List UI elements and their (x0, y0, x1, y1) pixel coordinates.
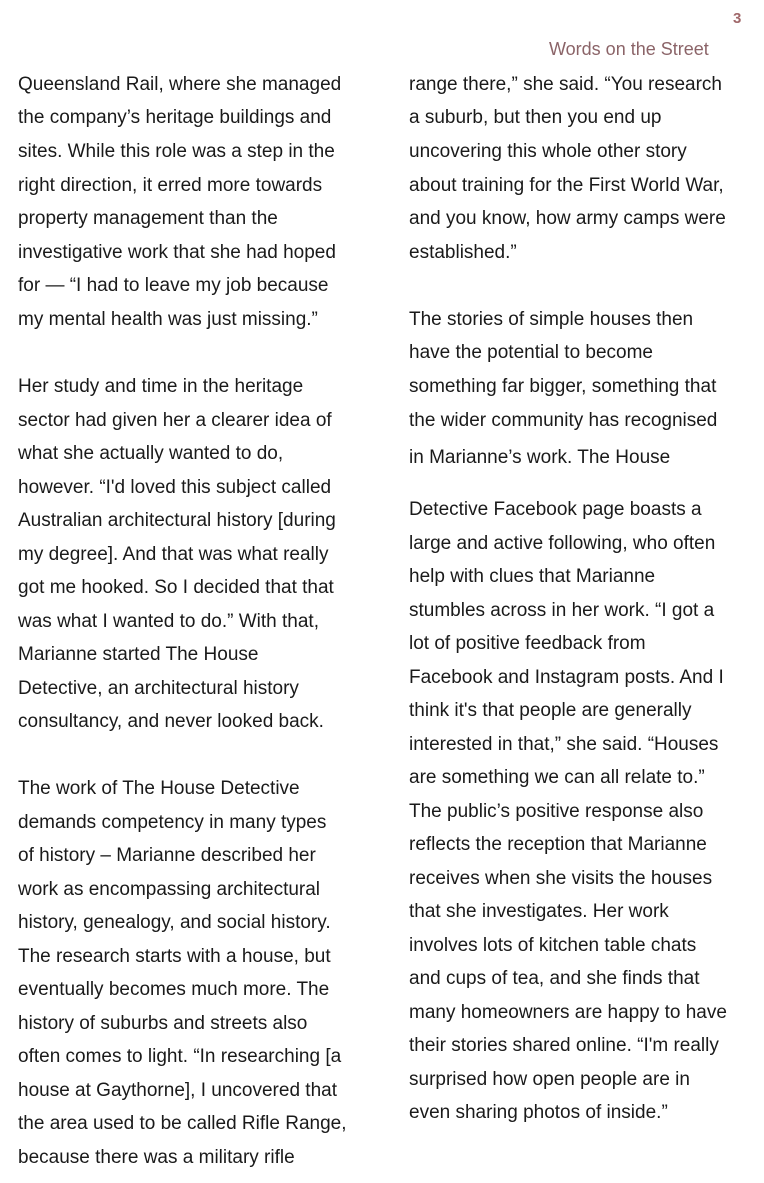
body-text-line: stumbles across in her work. “I got a (409, 600, 715, 621)
body-text-line: Detective, an architectural history (18, 678, 299, 699)
body-text-line: range there,” she said. “You research (409, 74, 722, 95)
body-text-line: history, genealogy, and social history. (18, 912, 331, 933)
body-text-line: right direction, it erred more towards (18, 175, 323, 196)
body-text-line: and you know, how army camps were (409, 208, 726, 229)
body-text-line: Queensland Rail, where she managed (18, 74, 342, 95)
body-text-line: of history – Marianne described her (18, 845, 316, 866)
body-text-line: the wider community has recognised (409, 410, 718, 431)
body-text-line: Facebook and Instagram posts. And I (409, 667, 724, 688)
body-text-line: often comes to light. “In researching [a (18, 1046, 342, 1067)
body-text-line: was what I wanted to do.” With that, (18, 611, 319, 632)
body-text-line: are something we can all relate to.” (409, 767, 705, 788)
body-text-line: my degree]. And that was what really (18, 544, 329, 565)
body-text-line: the area used to be called Rifle Range, (18, 1113, 347, 1134)
body-text-line: that she investigates. Her work (409, 901, 669, 922)
body-text-line: Marianne started The House (18, 644, 259, 665)
body-text-line: The stories of simple houses then (409, 309, 694, 330)
body-text-line: property management than the (18, 208, 278, 229)
body-text-line: got me hooked. So I decided that that (18, 577, 334, 598)
body-text-line: uncovering this whole other story (409, 141, 687, 162)
body-text-line: help with clues that Marianne (409, 566, 656, 587)
body-text-line: for — “I had to leave my job because (18, 275, 329, 296)
body-text-line: The research starts with a house, but (18, 946, 331, 967)
body-text-line: my mental health was just missing.” (18, 309, 318, 330)
body-text-line: large and active following, who often (409, 533, 716, 554)
body-text-line: reflects the reception that Marianne (409, 834, 707, 855)
body-text-line: Australian architectural history [during (18, 510, 336, 531)
body-text-line: established.” (409, 242, 517, 263)
body-text-line: history of suburbs and streets also (18, 1013, 308, 1034)
body-text-line: surprised how open people are in (409, 1069, 690, 1090)
body-text-line: lot of positive feedback from (409, 633, 646, 654)
body-text-line: their stories shared online. “I'm really (409, 1035, 719, 1056)
body-text-line: interested in that,” she said. “Houses (409, 734, 719, 755)
body-text-line: about training for the First World War, (409, 175, 724, 196)
body-text-line: Her study and time in the heritage (18, 376, 304, 397)
page-number: 3 (733, 10, 742, 27)
body-text-line: have the potential to become (409, 342, 654, 363)
body-text-line: receives when she visits the houses (409, 868, 713, 889)
body-text-line: Detective Facebook page boasts a (409, 499, 702, 520)
body-text-line: however. “I'd loved this subject called (18, 477, 332, 498)
running-header: Words on the Street (549, 39, 709, 59)
body-text-line: what she actually wanted to do, (18, 443, 284, 464)
body-text-line: The work of The House Detective (18, 778, 300, 799)
body-text-line: even sharing photos of inside.” (409, 1102, 668, 1123)
body-text-line: The public’s positive response also (409, 801, 704, 822)
body-text-line: sector had given her a clearer idea of (18, 410, 332, 431)
body-text-line: something far bigger, something that (409, 376, 717, 397)
body-text-line: eventually becomes much more. The (18, 979, 330, 1000)
body-text-line: the company’s heritage buildings and (18, 107, 332, 128)
body-text-line: work as encompassing architectural (18, 879, 321, 900)
body-text-line: a suburb, but then you end up (409, 107, 662, 128)
body-text-line: sites. While this role was a step in the (18, 141, 335, 162)
body-text-line: and cups of tea, and she finds that (409, 968, 700, 989)
body-text-line: consultancy, and never looked back. (18, 711, 324, 732)
body-text-line: in Marianne’s work. The House (409, 447, 671, 468)
body-text-line: think it's that people are generally (409, 700, 692, 721)
body-text-line: many homeowners are happy to have (409, 1002, 727, 1023)
body-text-line: house at Gaythorne], I uncovered that (18, 1080, 337, 1101)
body-text-line: demands competency in many types (18, 812, 327, 833)
body-text-line: involves lots of kitchen table chats (409, 935, 697, 956)
body-text-line: investigative work that she had hoped (18, 242, 336, 263)
body-text-line: because there was a military rifle (18, 1147, 295, 1168)
